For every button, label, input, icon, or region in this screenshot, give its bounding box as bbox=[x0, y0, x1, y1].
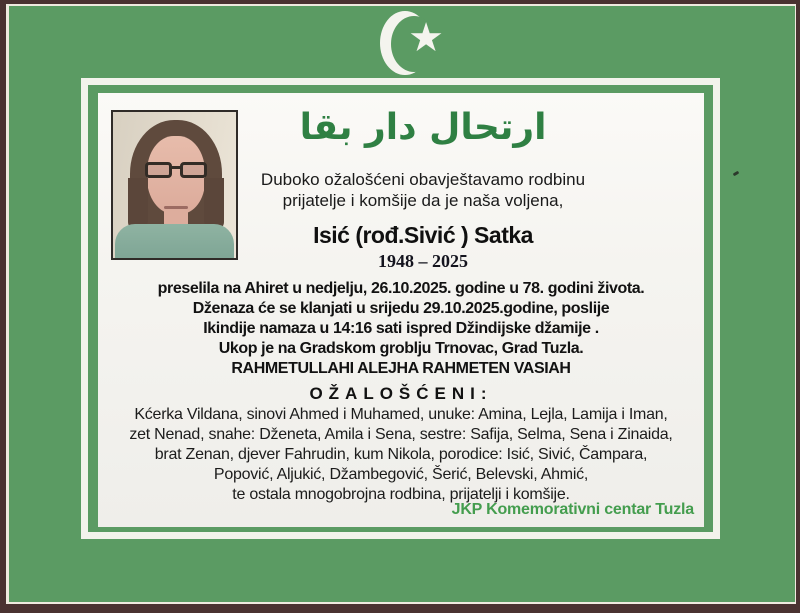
announcement-line: Dženaza će se klanjati u srijedu 29.10.2025.godine, poslije bbox=[192, 300, 610, 317]
funeral-announcement bbox=[98, 279, 704, 379]
mourners-line: te ostala mnogobrojna rodbina, prijatelji i komšije. bbox=[232, 486, 570, 503]
announcement-line: preselila na Ahiret u nedjelju, 26.10.2025. godine u 78. godini života. bbox=[157, 280, 645, 297]
publisher-signature: JKP Komemorativni centar Tuzla bbox=[451, 501, 694, 518]
life-years: 1948 – 2025 bbox=[378, 251, 468, 271]
arabic-calligraphy: ارتحال دار بقا bbox=[299, 107, 547, 148]
photo-hair-right bbox=[204, 178, 224, 230]
photo-mouth bbox=[164, 206, 188, 209]
star-icon: ★ bbox=[408, 15, 444, 61]
obituary-card bbox=[98, 93, 704, 527]
intro-line-2: prijatelje i komšije da je naša voljena, bbox=[282, 191, 564, 210]
announcement-line: Ikindije namaza u 14:16 sati ispred Džindijske džamije . bbox=[203, 320, 599, 337]
photo-glasses-right-lens bbox=[180, 162, 207, 178]
mourners-list bbox=[98, 405, 704, 505]
photo-hair-left bbox=[128, 178, 148, 230]
green-background bbox=[6, 4, 796, 604]
photo-glasses-left-lens bbox=[145, 162, 172, 178]
mourners-heading: OŽALOŠĆENI: bbox=[309, 384, 493, 403]
mourners-line: Popović, Aljukić, Džambegović, Šerić, Belevski, Ahmić, bbox=[213, 466, 589, 483]
announcement-line: Ukop je na Gradskom groblju Trnovac, Grad Tuzla. bbox=[218, 340, 584, 357]
mourners-line: Kćerka Vildana, sinovi Ahmed i Muhamed, unuke: Amina, Lejla, Lamija i Iman, bbox=[134, 406, 668, 423]
intro-text bbox=[233, 169, 613, 211]
announcement-line: RAHMETULLAHI ALEJHA RAHMETEN VASIAH bbox=[231, 360, 571, 377]
deceased-portrait-photo bbox=[111, 110, 238, 260]
mourners-line: brat Zenan, djever Fahrudin, kum Nikola, porodice: Isić, Sivić, Čampara, bbox=[154, 446, 648, 463]
deceased-name: Isić (rođ.Sivić ) Satka bbox=[313, 222, 533, 248]
header-column bbox=[233, 93, 613, 272]
scan-speck bbox=[733, 171, 740, 177]
photo-glasses bbox=[145, 162, 207, 180]
mourners-line: zet Nenad, snahe: Dženeta, Amila i Sena, sestre: Safija, Selma, Sena i Zinaida, bbox=[129, 426, 673, 443]
intro-line-1: Duboko ožalošćeni obavještavamo rodbinu bbox=[260, 170, 586, 189]
crescent-star-emblem bbox=[374, 8, 464, 78]
photo-shoulders bbox=[115, 224, 234, 260]
